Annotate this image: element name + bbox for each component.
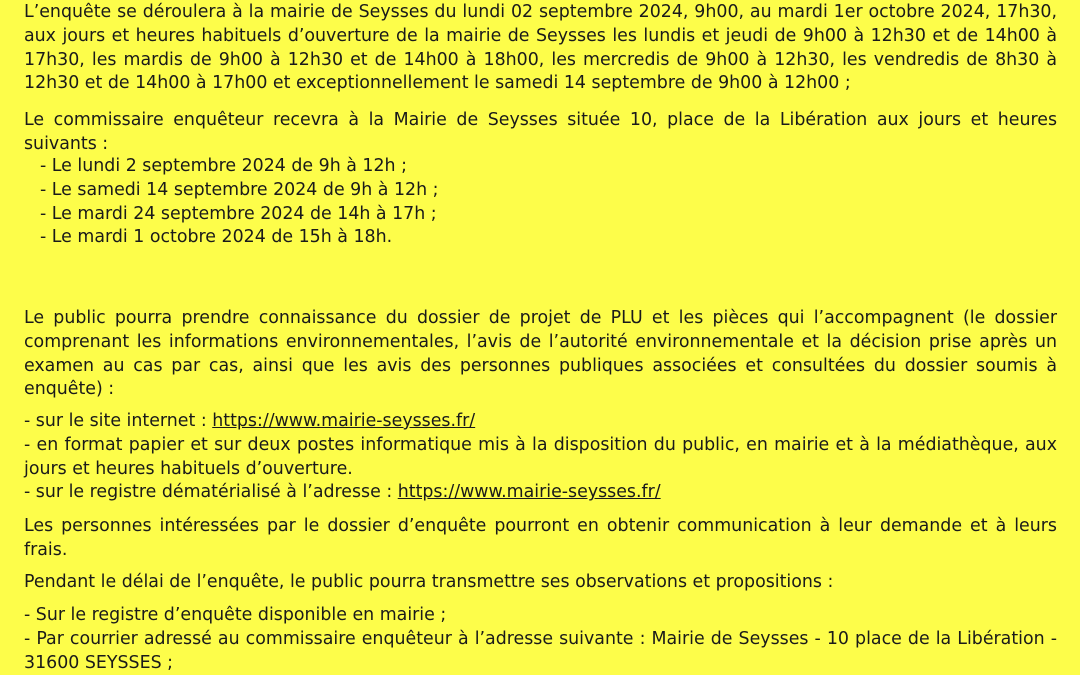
dossier-consultation-paragraph: Le public pourra prendre connaissance du dossier de projet de PLU et les pièces qui l’accompagnent (le dossier comprenant les informations environnementales, l’avis de l’autorité environnementale et la décision prise après un examen au cas par cas, ainsi que les avis des personnes publiques associées et consultées du dossier soumis à enquête) : (24, 308, 1057, 400)
observations-intro-paragraph: Pendant le délai de l’enquête, le public pourra transmettre ses observations et propositions : (24, 572, 834, 592)
site-internet-line (24, 410, 1057, 434)
registre-dematerialise-label: - sur le registre dématérialisé à l’adresse : (24, 482, 398, 503)
format-papier-line: - en format papier et sur deux postes informatique mis à la disposition du public, en mairie et à la médiathèque, aux jours et heures habituels d’ouverture. (24, 434, 1057, 479)
consultation-options (24, 410, 1057, 505)
courrier-line: - Par courrier adressé au commissaire enquêteur à l’adresse suivante : Mairie de Seysses - 10 place de la Libération - 31600 SEYSSES ; (24, 628, 1057, 673)
permanences-list (24, 155, 1057, 250)
list-item: - Le mardi 1 octobre 2024 de 15h à 18h. (40, 227, 393, 248)
registre-mairie-line: - Sur le registre d’enquête disponible en mairie ; (24, 605, 447, 625)
list-item: - Le mardi 24 septembre 2024 de 14h à 17h ; (40, 203, 437, 224)
enquete-dates-paragraph: L’enquête se déroulera à la mairie de Seysses du lundi 02 septembre 2024, 9h00, au mardi 1er octobre 2024, 17h30, aux jours et heures habituels d’ouverture de la mairie de Seysses les lundis et jeudi de 9h00 à 12h30 et de 14h00 à 17h30, les mardis de 9h00 à 12h30 et de 14h00 à 18h00, les mercredis de 9h00 à 12h30, les vendredis de 8h30 à 12h30 et de 14h00 à 17h00 et exceptionnellement le samedi 14 septembre de 9h00 à 12h00 ; (24, 2, 1057, 94)
list-item: - Le samedi 14 septembre 2024 de 9h à 12h ; (40, 179, 439, 200)
list-item: - Le lundi 2 septembre 2024 de 9h à 12h ; (40, 156, 407, 176)
permanences-intro-paragraph: Le commissaire enquêteur recevra à la Mairie de Seysses située 10, place de la Libération aux jours et heures suivants : (24, 110, 1057, 154)
site-internet-label: - sur le site internet : (24, 411, 213, 431)
registre-dematerialise-link[interactable]: https://www.mairie-seysses.fr/ (397, 482, 661, 503)
communication-paragraph: Les personnes intéressées par le dossier d’enquête pourront en obtenir communication à leur demande et à leurs frais. (24, 516, 1057, 560)
observations-options (24, 604, 1057, 675)
site-internet-link[interactable]: https://www.mairie-seysses.fr/ (212, 411, 476, 431)
registre-dematerialise-line (24, 481, 1057, 505)
